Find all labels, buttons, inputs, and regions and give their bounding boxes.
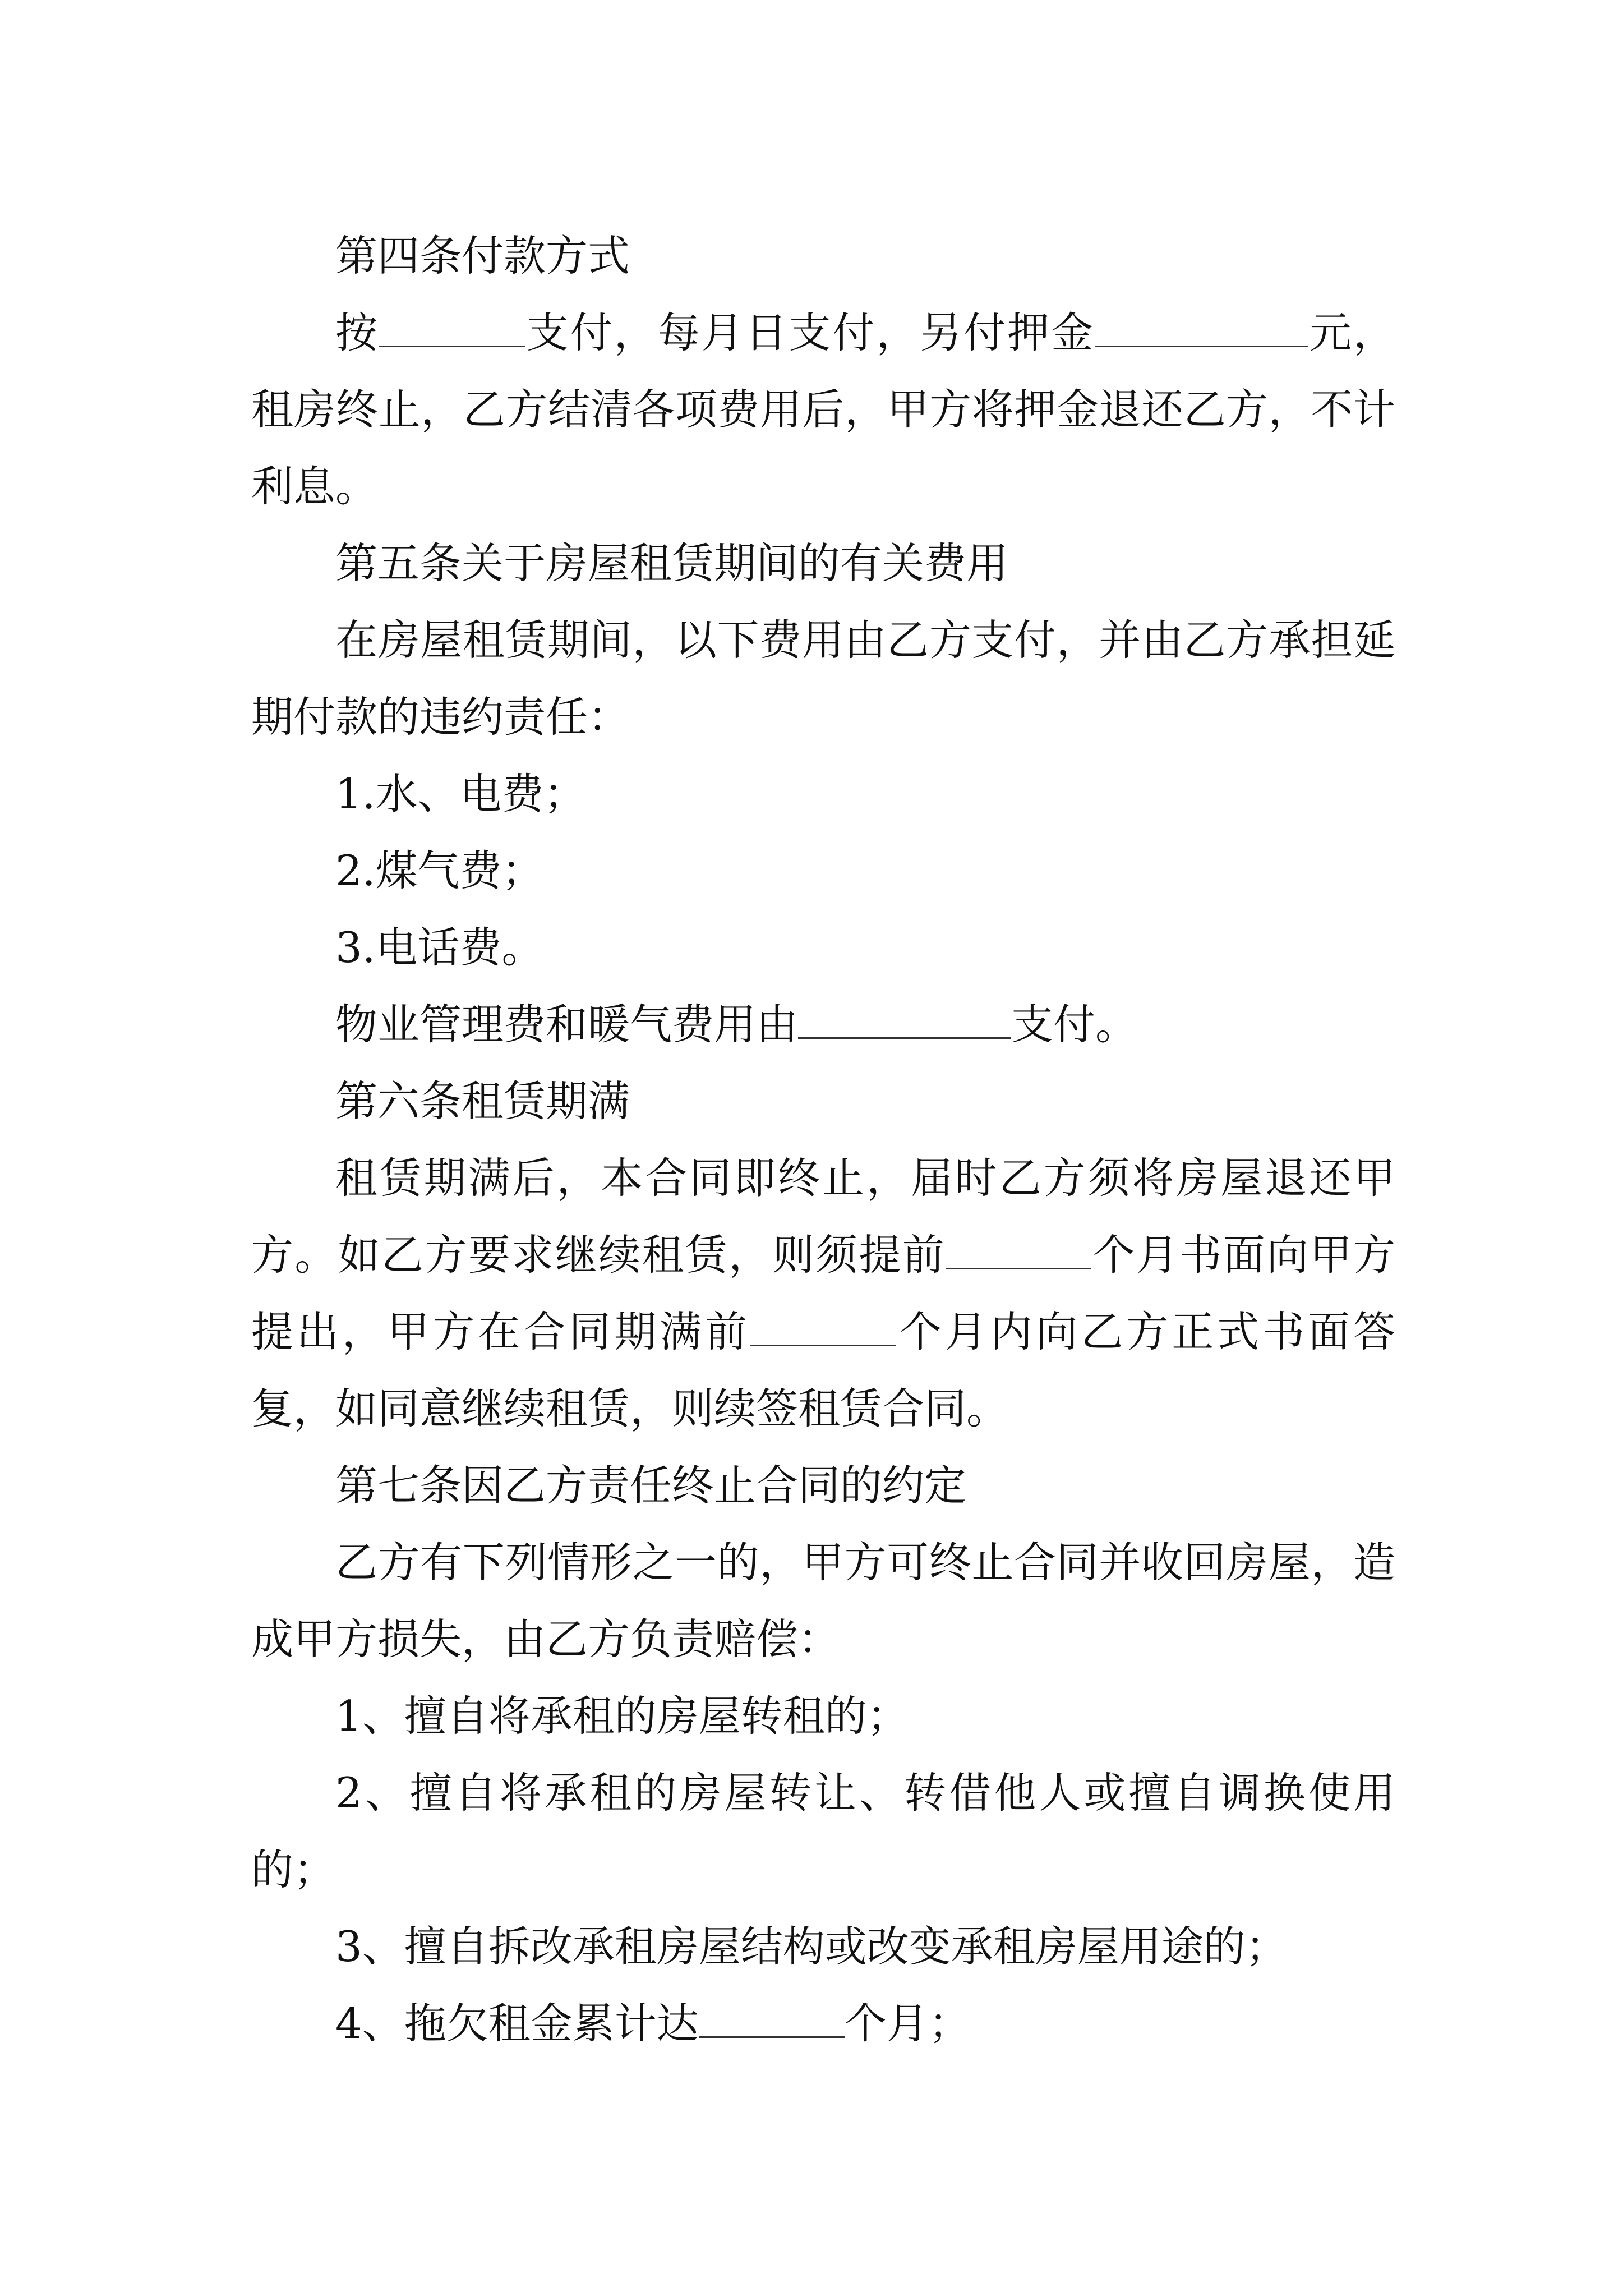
fill-in-blank	[379, 311, 525, 347]
fill-in-blank	[798, 1002, 1011, 1039]
paragraph-text: 2.煤气费；	[335, 846, 544, 895]
article-heading	[251, 218, 1395, 295]
paragraph-text: 第七条因乙方责任终止合同的约定	[335, 1461, 967, 1510]
paragraph	[251, 909, 1395, 986]
paragraph	[251, 1985, 1395, 2062]
paragraph-text: 元，租房终止，乙方结清各项费用后，甲方将押金退还乙方，不计利息。	[251, 308, 1395, 511]
paragraph-text: 2、擅自将承租的房屋转让、转借他人或擅自调换使用的；	[251, 1768, 1395, 1894]
paragraph-text: 个月内向乙方正式书面答复，如同意继续租赁，则续签租赁合同。	[251, 1307, 1395, 1433]
paragraph-text: 第四条付款方式	[335, 231, 630, 280]
paragraph-text: 支付，每月日支付，另付押金	[524, 308, 1095, 357]
paragraph	[251, 756, 1395, 832]
paragraph-text: 4、拖欠租金累计达	[335, 1999, 699, 2048]
paragraph	[251, 602, 1395, 756]
paragraph-text: 第六条租赁期满	[335, 1076, 630, 1126]
paragraph-text: 乙方有下列情形之一的，甲方可终止合同并收回房屋，造成甲方损失，由乙方负责赔偿：	[251, 1538, 1395, 1664]
paragraph-text: 3.电话费。	[335, 923, 544, 972]
paragraph-text: 租赁期满后，本合同即终止，届时乙方须将房屋退还甲方。如乙方要求继续租赁，则须提前	[251, 1153, 1395, 1280]
paragraph	[251, 832, 1395, 909]
article-heading	[251, 1063, 1395, 1140]
paragraph	[251, 1524, 1395, 1678]
article-heading	[251, 1447, 1395, 1524]
paragraph-text: 在房屋租赁期间，以下费用由乙方支付，并由乙方承担延期付款的违约责任：	[251, 615, 1395, 742]
paragraph-text: 物业管理费和暖气费用由	[335, 1000, 799, 1049]
document-body	[251, 218, 1395, 2062]
paragraph	[251, 1755, 1395, 1908]
fill-in-blank	[750, 1310, 896, 1346]
paragraph-text: 个月书面向甲方提出，甲方在合同期满前	[251, 1230, 1395, 1356]
paragraph	[251, 1678, 1395, 1755]
article-heading	[251, 525, 1395, 602]
paragraph-text: 第五条关于房屋租赁期间的有关费用	[335, 539, 1009, 588]
fill-in-blank	[699, 2001, 845, 2038]
paragraph-text: 1、擅自将承租的房屋转租的；	[335, 1691, 909, 1741]
paragraph	[251, 1140, 1395, 1447]
paragraph	[251, 295, 1395, 525]
fill-in-blank	[946, 1233, 1091, 1269]
paragraph	[251, 1908, 1395, 1985]
paragraph-text: 3、擅自拆改承租房屋结构或改变承租房屋用途的；	[335, 1922, 1288, 1971]
fill-in-blank	[1095, 311, 1308, 347]
paragraph-text: 支付。	[1011, 1000, 1138, 1049]
paragraph-text: 按	[335, 308, 379, 357]
paragraph-text: 个月；	[844, 1999, 971, 2048]
paragraph	[251, 986, 1395, 1063]
paragraph-text: 1.水、电费；	[335, 769, 586, 818]
